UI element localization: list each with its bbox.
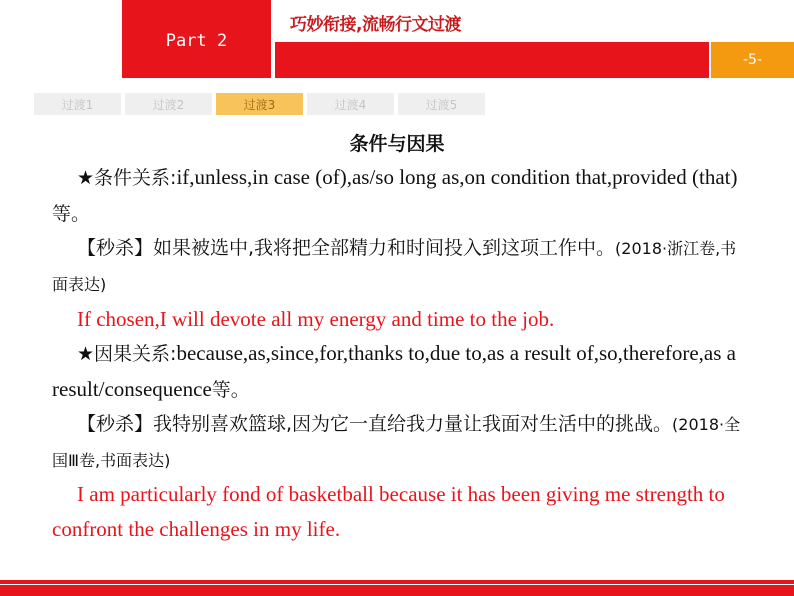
cause-example-translation: I am particularly fond of basketball because it has been giving me strength to confront the challenges in my life. [52, 482, 725, 541]
condition-example-translation: If chosen,I will devote all my energy and time to the job. [77, 307, 555, 331]
section-heading: 条件与因果 [349, 133, 445, 155]
cause-example: 【秒杀】我特别喜欢篮球,因为它一直给我力量让我面对生活中的挑战。(2018·全国Ⅲ卷,书面表达) [52, 413, 741, 470]
tab-bar [34, 93, 485, 115]
tab-transition-2[interactable]: 过渡2 [125, 93, 212, 115]
page-number: -5- [711, 42, 794, 78]
footer-bar [0, 580, 794, 596]
tab-transition-1[interactable]: 过渡1 [34, 93, 121, 115]
part-label: Part 2 [122, 0, 271, 78]
header-bar [275, 42, 709, 78]
tab-transition-3[interactable]: 过渡3 [216, 93, 303, 115]
condition-intro: ★条件关系:if,unless,in case (of),as/so long as,on condition that,provided (that)等。 [52, 165, 738, 225]
tab-transition-4[interactable]: 过渡4 [307, 93, 394, 115]
page-title: 巧妙衔接,流畅行文过渡 [290, 15, 461, 35]
condition-example: 【秒杀】如果被选中,我将把全部精力和时间投入到这项工作中。(2018·浙江卷,书面表达) [52, 237, 737, 294]
tab-transition-5[interactable]: 过渡5 [398, 93, 485, 115]
cause-intro: ★因果关系:because,as,since,for,thanks to,due to,as a result of,so,therefore,as a result/consequence等。 [52, 341, 736, 401]
